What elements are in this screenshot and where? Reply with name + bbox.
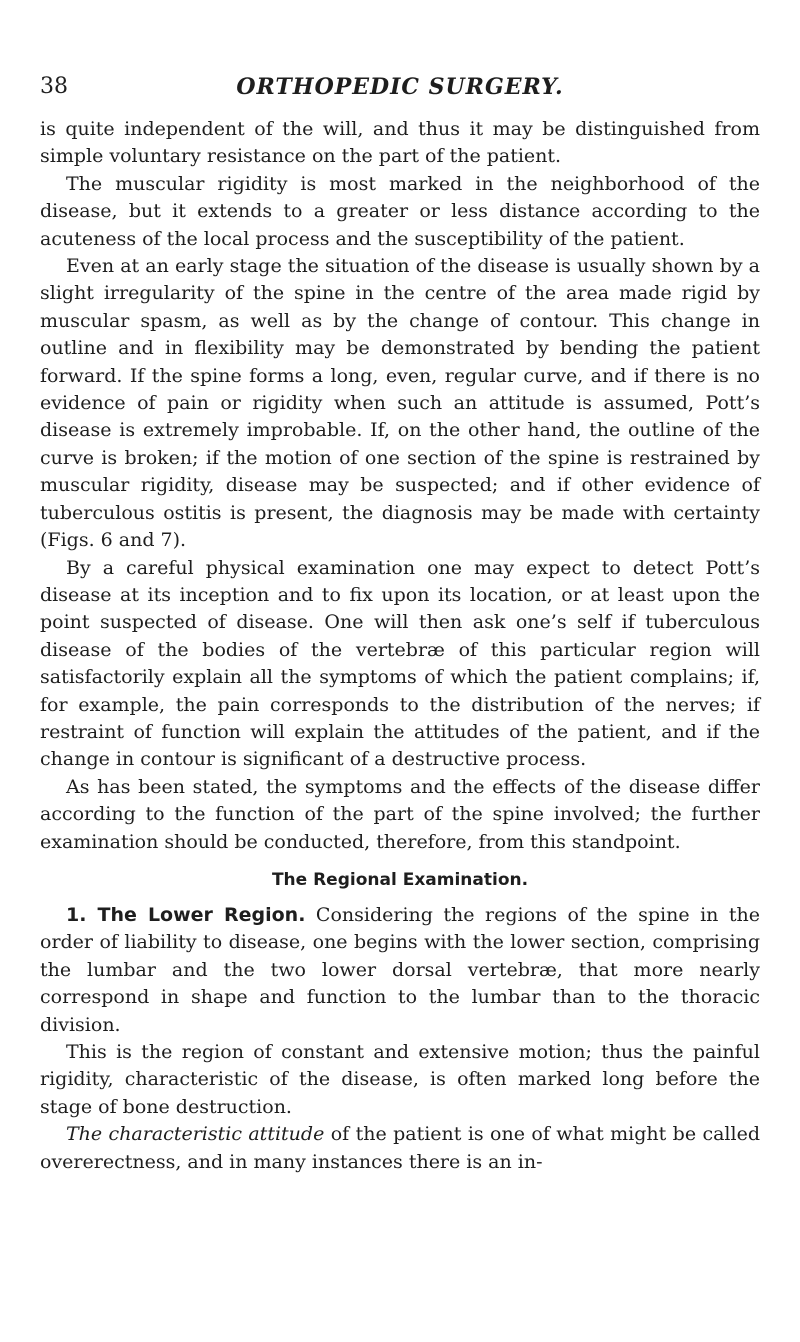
- paragraph: is quite independent of the will, and thus it may be distinguished from simple voluntary resistance on the part of the patient.: [40, 118, 760, 168]
- paragraph: [40, 1121, 760, 1176]
- paragraph: The muscular rigidity is most marked in the neighborhood of the disease, but it extends to a greater or less distance according to the acuteness of the local process and the susceptibility of the patient.: [40, 172, 760, 250]
- paragraph: By a careful physical examination one may expect to detect Pott’s disease at its inception and to fix upon its location, or at least upon the point suspected of disease. One will then ask one’s self if tuberculous disease of the bodies of the vertebræ of this particular region will satisfactorily explain all the symptoms of which the patient complains; if, for example, the pain corresponds to the distribution of the nerves; if restraint of function will explain the attitudes of the patient, and if the change in contour is significant of a destructive process.: [40, 556, 760, 771]
- body-text: [40, 116, 760, 1176]
- paragraph: As has been stated, the symptoms and the effects of the disease differ according to the function of the part of the spine involved; the further examination should be conducted, therefore, from this standpoint.: [40, 775, 760, 853]
- paragraph: This is the region of constant and extensive motion; thus the painful rigidity, characteristic of the disease, is often marked long before the stage of bone destruction.: [40, 1041, 760, 1118]
- subsection-lead: 1. The Lower Region.: [66, 903, 306, 926]
- page-header: [40, 72, 760, 102]
- paragraph: [40, 902, 760, 1039]
- paragraph-text: Considering the regions of the spine in the order of liability to disease, one begins with the lower section, comprising the lumbar and the two lower dorsal vertebræ, that more nearly correspond in shape and function to the lumbar than to the thoracic division.: [40, 903, 760, 1036]
- paragraph-text: of the patient is one of what might be called overerectness, and in many instances there is an in-: [40, 1123, 760, 1173]
- section-heading: The Regional Examination.: [271, 869, 529, 890]
- paragraph: Even at an early stage the situation of the disease is usually shown by a slight irregularity of the spine in the centre of the area made rigid by muscular spasm, as well as by the change of contour. This change in outline and in flexibility may be demonstrated by bending the patient forward. If the spine forms a long, even, regular curve, and if there is no evidence of pain or rigidity when such an attitude is assumed, Pott’s disease is extremely improbable. If, on the other hand, the outline of the curve is broken; if the motion of one section of the spine is restrained by muscular rigidity, disease may be suspected; and if other evidence of tuberculous ostitis is present, the diagnosis may be made with certainty (Figs. 6 and 7).: [40, 255, 760, 552]
- italic-term: The characteristic attitude: [66, 1123, 325, 1146]
- running-title: ORTHOPEDIC SURGERY.: [236, 74, 564, 100]
- page-number: 38: [40, 74, 68, 99]
